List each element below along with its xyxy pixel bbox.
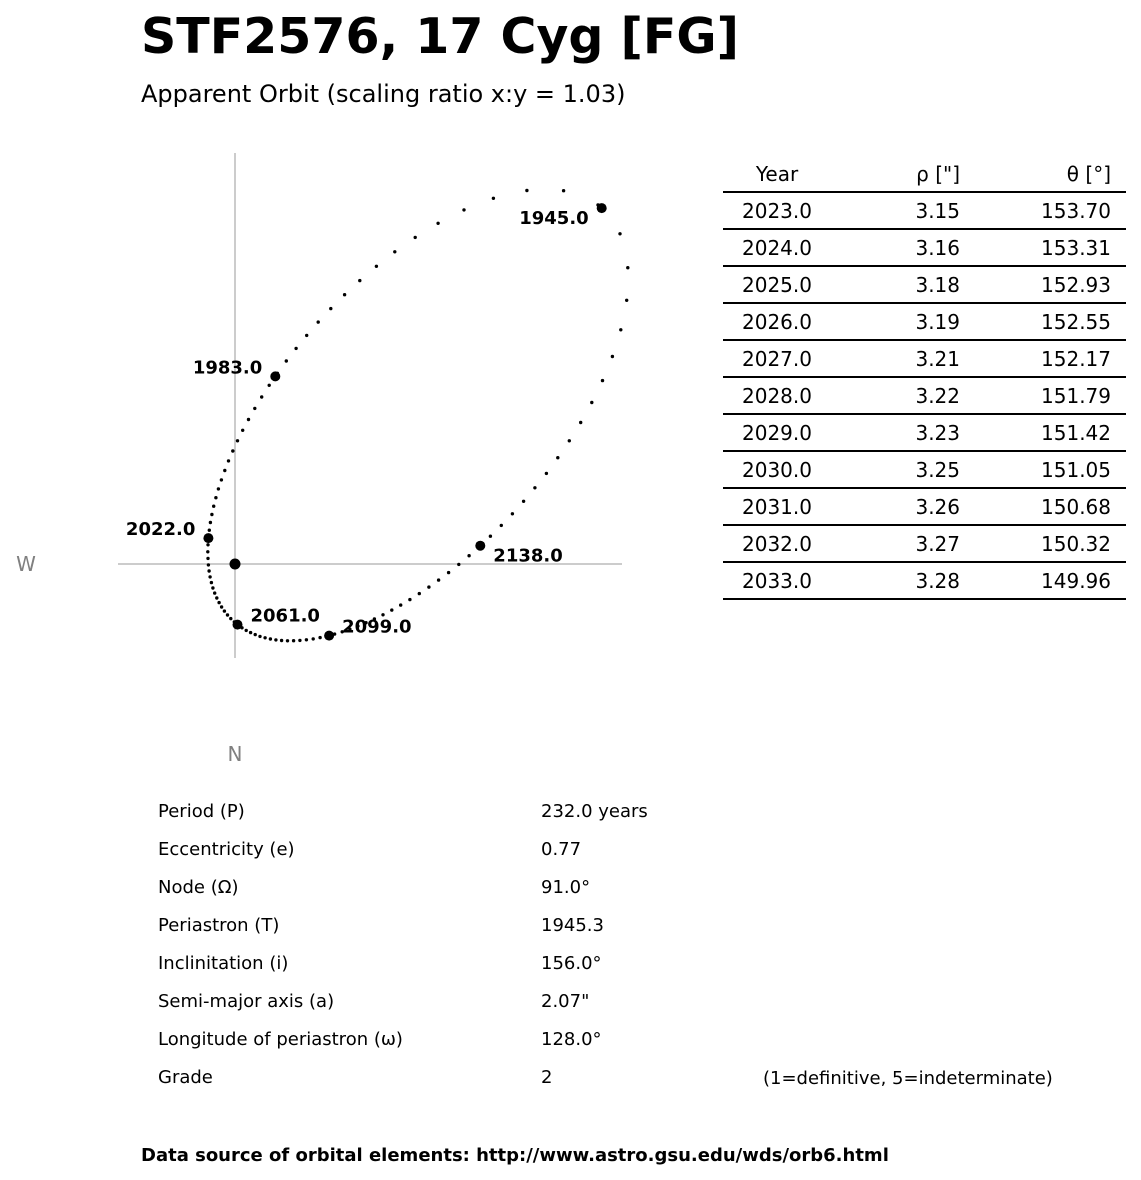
rho-cell: 3.27 [831,525,960,562]
epoch-markers [126,203,607,640]
chart-subtitle: Apparent Orbit (scaling ratio x:y = 1.03) [141,80,626,108]
epoch-label: 2022.0 [125,519,196,541]
orbit-dot [210,581,213,584]
orbit-dot [211,586,214,589]
orbit-dot [568,439,571,442]
theta-cell: 153.70 [960,192,1126,229]
element-value: 91.0° [541,877,591,898]
orbit-dot [294,347,297,350]
element-value: 2.07" [541,991,590,1012]
orbit-dot [318,636,321,639]
orbit-dot [209,521,212,524]
orbit-dot [223,609,226,612]
orbit-dot [231,449,234,452]
orbit-dot [236,439,239,442]
element-label: Semi-major axis (a) [158,991,335,1012]
orbit-dot [285,359,288,362]
orbit-dot [312,637,315,640]
rho-cell: 3.21 [831,340,960,377]
theta-cell: 152.55 [960,303,1126,340]
year-cell: 2029.0 [723,414,831,451]
element-label: Grade [158,1067,213,1088]
epoch-marker [324,631,334,641]
orbit-dot [390,608,393,611]
orbit-dot [619,328,622,331]
orbit-dot [408,598,411,601]
table-row [723,266,1126,303]
element-value: 2 [541,1067,553,1088]
theta-cell: 152.93 [960,266,1126,303]
year-cell: 2023.0 [723,192,831,229]
rho-cell: 3.15 [831,192,960,229]
element-value: 232.0 years [541,801,648,822]
header-theta: θ [°] [960,156,1126,192]
orbit-dot [241,429,244,432]
orbit-dot [562,189,565,192]
table-row [723,488,1126,525]
orbit-dot [247,418,250,421]
orbit-dot [226,613,229,616]
orbit-dot [358,279,361,282]
table-row [723,340,1126,377]
element-value: 128.0° [541,1029,602,1050]
orbit-dot [292,639,295,642]
orbit-dot [206,543,209,546]
year-cell: 2025.0 [723,266,831,303]
epoch-label: 1983.0 [192,357,263,379]
rho-cell: 3.25 [831,451,960,488]
orbit-dot [437,578,440,581]
orbit-dot [601,379,604,382]
grade-note: (1=definitive, 5=indeterminate) [763,1068,1053,1089]
orbit-dot [253,407,256,410]
orbit-dot [206,550,209,553]
orbit-dot [207,563,210,566]
rho-cell: 3.18 [831,266,960,303]
orbit-dot [305,638,308,641]
orbit-dot [220,478,223,481]
orbit-dot [260,395,263,398]
table-row [723,414,1126,451]
epoch-label: 2099.0 [342,616,412,638]
orbit-dot [590,401,593,404]
orbit-dot [269,637,272,640]
orbit-dot [447,571,450,574]
orbit-dot [229,617,232,620]
orbit-dot [489,535,492,538]
orbit-dot [305,334,308,337]
element-label: Periastron (T) [158,915,280,936]
theta-cell: 152.17 [960,340,1126,377]
year-cell: 2028.0 [723,377,831,414]
theta-cell: 149.96 [960,562,1126,599]
element-label: Period (P) [158,801,245,822]
orbit-dot [375,265,378,268]
orbit-dot [618,232,621,235]
north-label: N [227,742,243,766]
orbit-dot [298,639,301,642]
orbit-dot [274,638,277,641]
orbit-dot [220,605,223,608]
table-row [723,525,1126,562]
orbit-dot [206,557,209,560]
table-row [723,303,1126,340]
epoch-marker [270,371,280,381]
orbit-dot [207,569,210,572]
theta-cell: 153.31 [960,229,1126,266]
epoch-marker [597,203,607,213]
orbit-dot [611,355,614,358]
orbit-dot [286,639,289,642]
orbit-dot [213,591,216,594]
rho-cell: 3.22 [831,377,960,414]
table-row [723,229,1126,266]
orbit-dot [258,635,261,638]
orbit-dot [626,266,629,269]
orbit-dot [263,636,266,639]
rho-cell: 3.28 [831,562,960,599]
orbit-dot [545,472,548,475]
theta-cell: 150.32 [960,525,1126,562]
epoch-label: 2138.0 [493,545,563,567]
element-label: Node (Ω) [158,877,239,898]
orbit-dot [227,459,230,462]
orbit-plot [0,0,700,790]
orbit-path [206,189,629,643]
theta-cell: 151.05 [960,451,1126,488]
element-label: Longitude of periastron (ω) [158,1029,403,1050]
orbit-dot [525,189,528,192]
orbit-dot [245,629,248,632]
orbit-dot [533,486,536,489]
element-value: 156.0° [541,953,602,974]
data-source: Data source of orbital elements: http://www.astro.gsu.edu/wds/orb6.html [141,1145,889,1166]
year-cell: 2024.0 [723,229,831,266]
epoch-label: 2061.0 [250,605,320,627]
orbit-dot [208,529,211,532]
orbit-dot [208,575,211,578]
header-rho: ρ ["] [831,156,960,192]
orbit-dot [556,456,559,459]
orbit-dot [210,513,213,516]
table-row [723,377,1126,414]
theta-cell: 150.68 [960,488,1126,525]
year-cell: 2033.0 [723,562,831,599]
year-cell: 2030.0 [723,451,831,488]
west-label: W [16,552,36,576]
epoch-marker [233,620,243,630]
table-row [723,451,1126,488]
orbit-dot [522,500,525,503]
epoch-marker [475,541,485,551]
year-cell: 2026.0 [723,303,831,340]
ephemeris-header-row [723,156,1126,192]
orbit-dot [579,421,582,424]
orbit-dot [399,603,402,606]
orbit-dot [215,596,218,599]
table-row [723,562,1126,599]
orbit-dot [500,524,503,527]
orbit-dot [329,307,332,310]
orbit-dot [343,293,346,296]
element-value: 1945.3 [541,915,604,936]
orbit-dot [511,512,514,515]
orbit-dot [223,469,226,472]
orbit-dot [214,496,217,499]
year-cell: 2032.0 [723,525,831,562]
rho-cell: 3.16 [831,229,960,266]
epoch-label: 1945.0 [519,208,589,230]
epoch-marker [203,533,213,543]
year-cell: 2031.0 [723,488,831,525]
orbit-dot [427,585,430,588]
orbit-dot [217,601,220,604]
orbit-dot [317,320,320,323]
orbit-dot [254,633,257,636]
orbit-dot [393,250,396,253]
orbit-dot [418,592,421,595]
year-cell: 2027.0 [723,340,831,377]
chart-title: STF2576, 17 Cyg [FG] [141,8,740,65]
header-year: Year [723,156,831,192]
element-label: Eccentricity (e) [158,839,295,860]
orbit-dot [436,222,439,225]
rho-cell: 3.23 [831,414,960,451]
orbit-dot [492,197,495,200]
primary-star-marker [230,559,241,570]
orbit-dot [249,631,252,634]
orbit-dot [467,554,470,557]
orbit-dot [280,639,283,642]
orbit-dot [212,505,215,508]
orbit-dot [217,487,220,490]
theta-cell: 151.79 [960,377,1126,414]
table-row [723,192,1126,229]
orbit-dot [462,208,465,211]
rho-cell: 3.19 [831,303,960,340]
orbit-dot [414,236,417,239]
rho-cell: 3.26 [831,488,960,525]
orbit-dot [268,384,271,387]
element-value: 0.77 [541,839,582,860]
ephemeris-table [723,156,1126,600]
orbit-dot [625,299,628,302]
theta-cell: 151.42 [960,414,1126,451]
element-label: Inclinitation (i) [158,953,289,974]
orbit-dot [457,563,460,566]
